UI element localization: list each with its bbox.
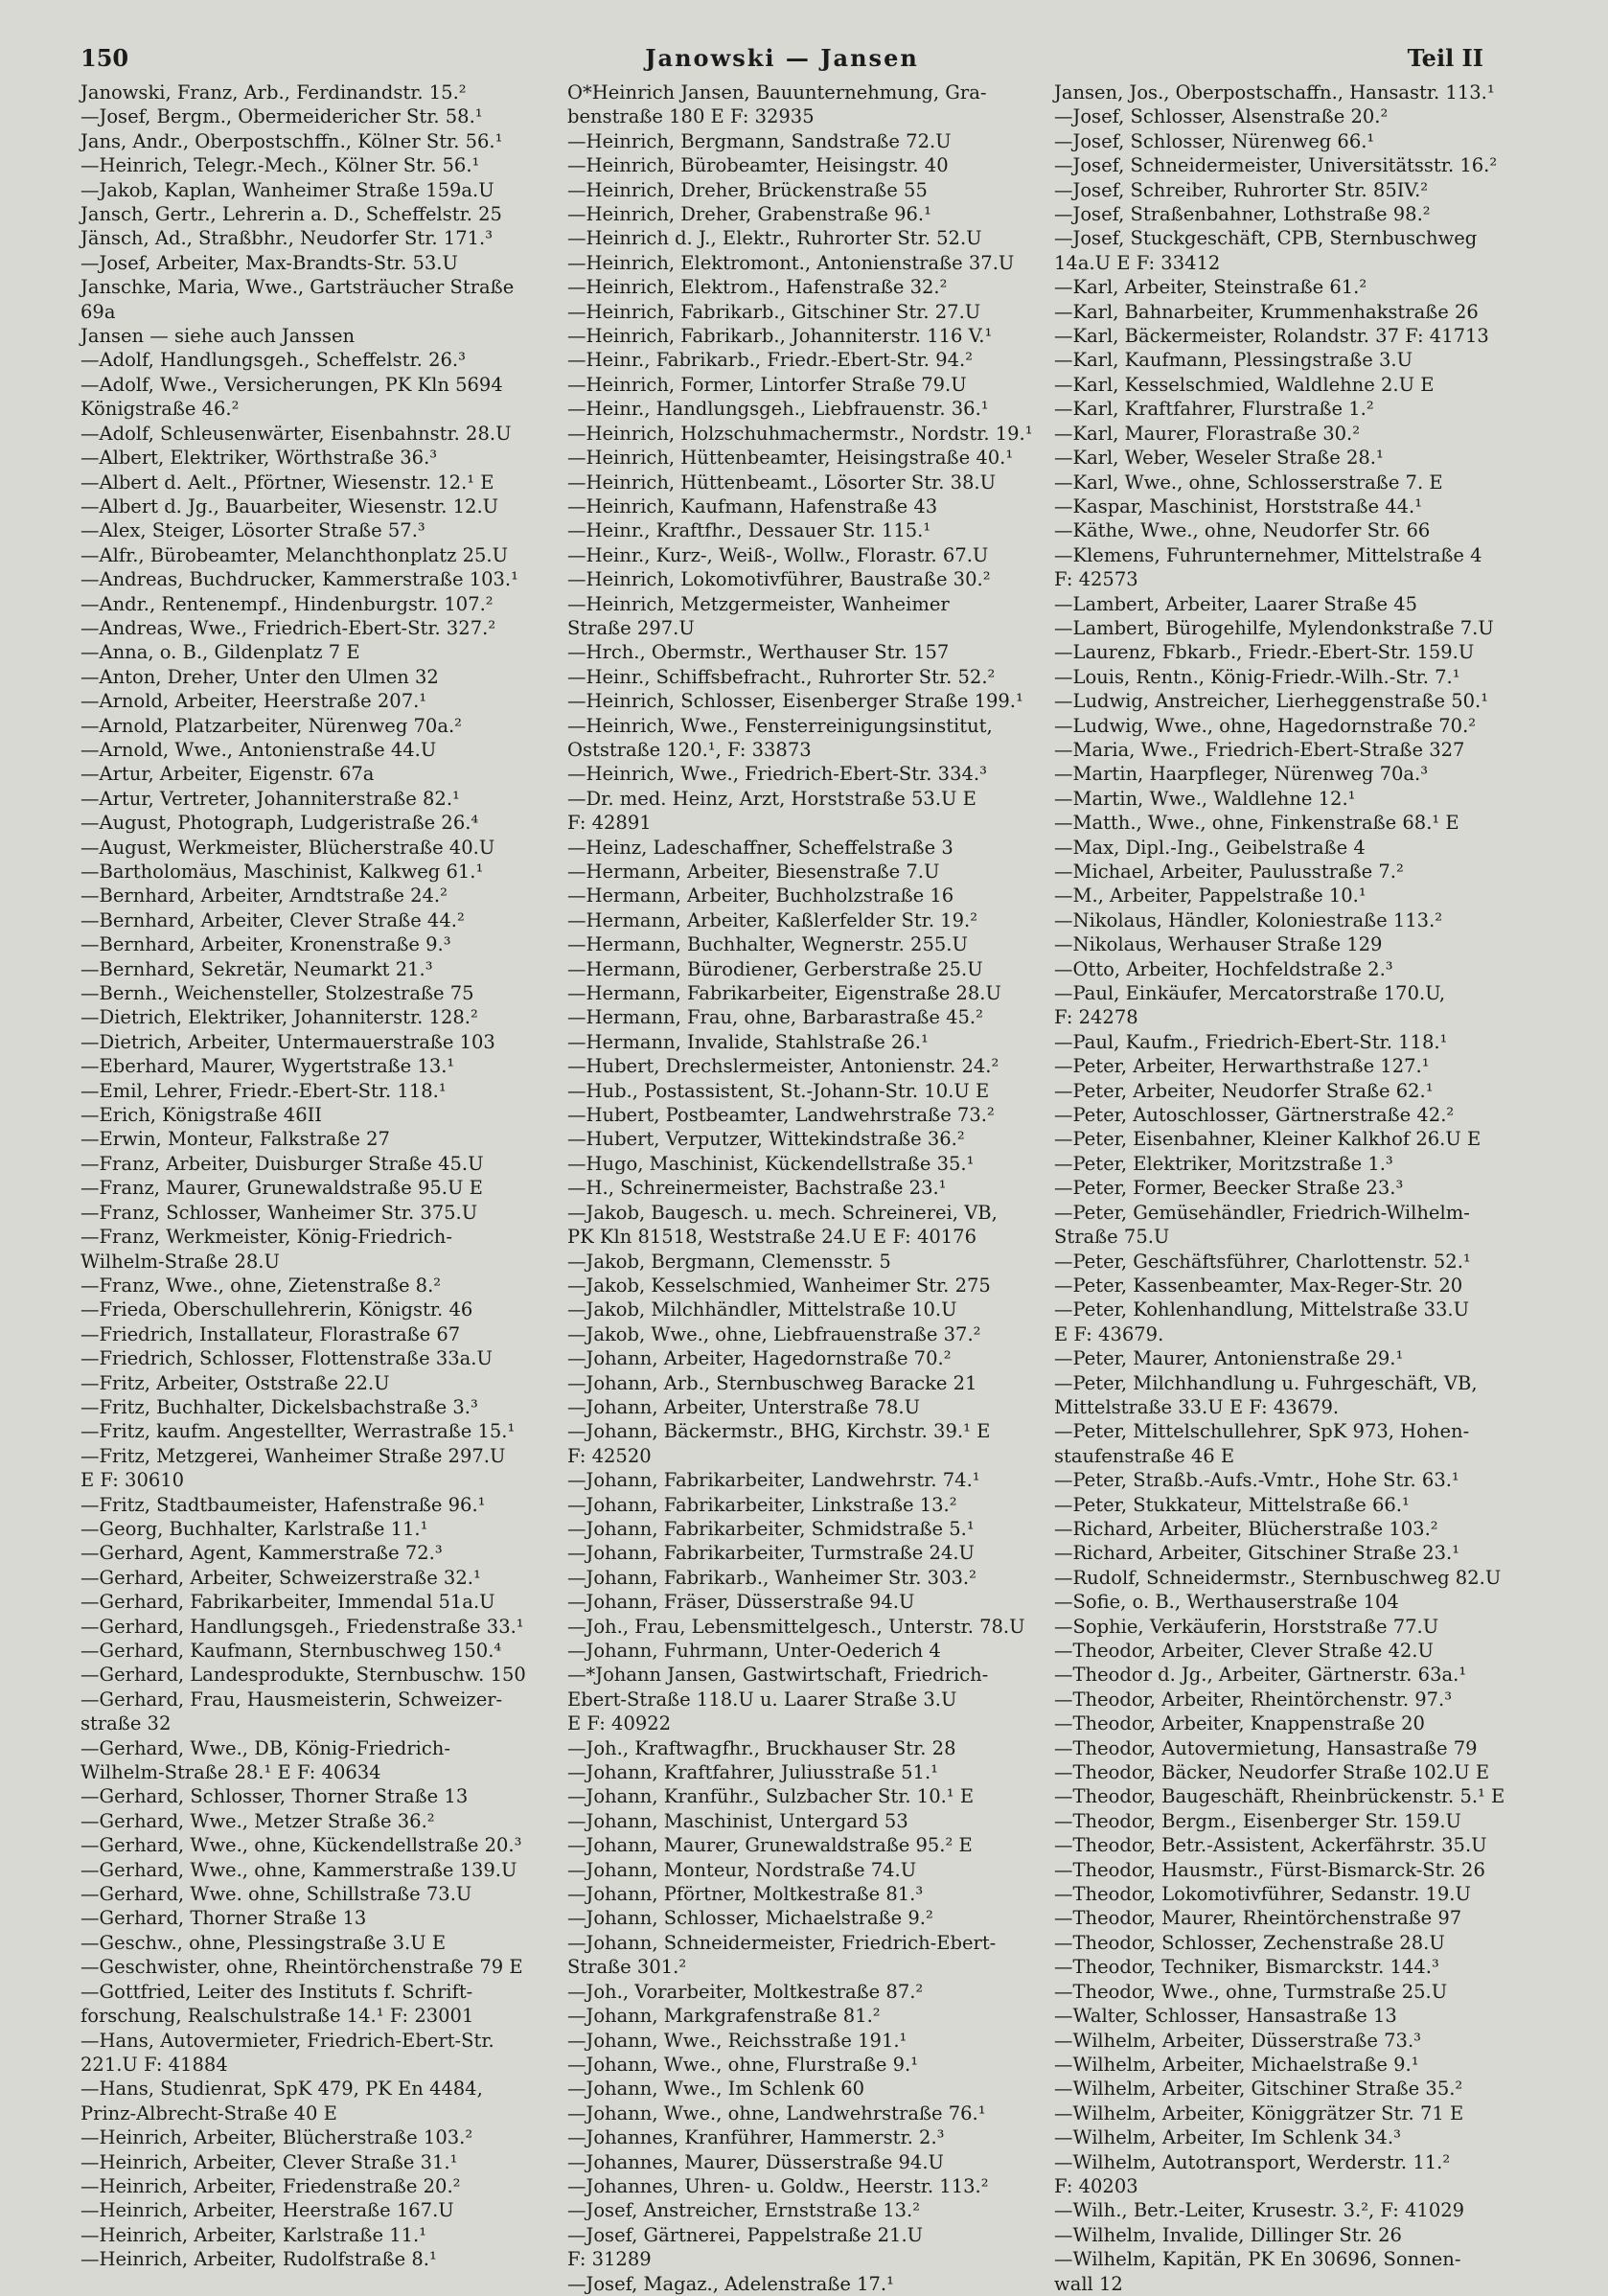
directory-entry-line: —Dietrich, Arbeiter, Untermauerstraße 103 [80, 1030, 495, 1053]
directory-entry-line: —Josef, Gärtnerei, Pappelstraße 21.U [567, 2223, 924, 2246]
directory-entry-line: Mittelstraße 33.U E F: 43679. [1054, 1395, 1340, 1418]
directory-entry-line: —Dr. med. Heinz, Arzt, Horststraße 53.U E [567, 787, 976, 810]
directory-entry-line: —Hubert, Verputzer, Wittekindstraße 36.² [567, 1128, 965, 1151]
directory-entry-line: —Anna, o. B., Gildenplatz 7 E [80, 641, 360, 664]
directory-entry-line: —Karl, Weber, Weseler Straße 28.¹ [1054, 447, 1384, 470]
directory-entry-line: —Ludwig, Anstreicher, Lierheggenstraße 50.¹ [1054, 690, 1489, 713]
directory-entry-line: —Johann, Markgrafenstraße 81.² [567, 2005, 881, 2028]
directory-entry-line: —Hans, Studienrat, SpK 479, PK En 4484, [80, 2078, 483, 2101]
directory-entry-line: —M., Arbeiter, Pappelstraße 10.¹ [1054, 884, 1367, 907]
directory-entry-line: —Karl, Bäckermeister, Rolandstr. 37 F: 41713 [1054, 325, 1489, 348]
directory-entry-line: —Heinrich, Bürobeamter, Heisingstr. 40 [567, 154, 949, 177]
directory-entry-line: —Wilhelm, Autotransport, Werderstr. 11.² [1054, 2150, 1451, 2173]
directory-entry-line: Straße 297.U [567, 616, 695, 639]
directory-entry-line: —Ludwig, Wwe., ohne, Hagedornstraße 70.² [1054, 714, 1477, 737]
directory-entry-line: —Alex, Steiger, Lösorter Straße 57.³ [80, 519, 425, 542]
directory-entry-line: —Hermann, Invalide, Stahlstraße 26.¹ [567, 1030, 929, 1053]
directory-entry-line: —Johann, Fräser, Düsserstraße 94.U [567, 1591, 915, 1614]
directory-entry-line: —Theodor, Schlosser, Zechenstraße 28.U [1054, 1931, 1445, 1954]
directory-entry-line: —Hub., Postassistent, St.-Johann-Str. 10.U E [567, 1079, 990, 1102]
directory-entry-line: —Jakob, Bergmann, Clemensstr. 5 [567, 1250, 891, 1273]
directory-entry-line: —Eberhard, Maurer, Wygertstraße 13.¹ [80, 1055, 455, 1078]
directory-entry-line: —Peter, Elektriker, Moritzstraße 1.³ [1054, 1152, 1393, 1175]
directory-entry-line: —Josef, Anstreicher, Ernststraße 13.² [567, 2199, 921, 2222]
directory-entry-line: —Peter, Arbeiter, Neudorfer Straße 62.¹ [1054, 1079, 1434, 1102]
directory-entry-line: —Johann, Fuhrmann, Unter-Oederich 4 [567, 1640, 941, 1662]
directory-entry-line: —Heinrich, Holzschuhmachermstr., Nordstr. 19.¹ [567, 422, 1033, 445]
directory-entry-line: —Dietrich, Elektriker, Johanniterstr. 128.² [80, 1006, 478, 1029]
directory-entry-line: —Artur, Arbeiter, Eigenstr. 67a [80, 763, 375, 786]
directory-entry-line: —Josef, Schneidermeister, Universitätsstr. 16.² [1054, 154, 1498, 177]
directory-entry-line: —Karl, Kraftfahrer, Flurstraße 1.² [1054, 398, 1374, 421]
directory-entry-line: —Heinr., Schiffsbefracht., Ruhrorter Str. 52.² [567, 665, 996, 688]
directory-entry-line: —Matth., Wwe., ohne, Finkenstraße 68.¹ E [1054, 812, 1459, 835]
directory-entry-line: —Peter, Maurer, Antonienstraße 29.¹ [1054, 1347, 1404, 1370]
directory-entry-line: —Johann, Arb., Sternbuschweg Baracke 21 [567, 1371, 977, 1394]
directory-entry-line: —Theodor d. Jg., Arbeiter, Gärtnerstr. 63a.¹ [1054, 1664, 1467, 1687]
directory-entry-line: —Bernhard, Arbeiter, Arndtstraße 24.² [80, 884, 448, 907]
directory-entry-line: —Sofie, o. B., Werthauserstraße 104 [1054, 1591, 1399, 1614]
directory-entry-line: —Bernhard, Sekretär, Neumarkt 21.³ [80, 957, 433, 980]
directory-entry-line: —Wilhelm, Arbeiter, Im Schlenk 34.³ [1054, 2126, 1401, 2149]
directory-entry-line: —Hubert, Drechslermeister, Antonienstr. 24.² [567, 1055, 999, 1078]
directory-entry-line: —Karl, Arbeiter, Steinstraße 61.² [1054, 276, 1367, 299]
column-1 [80, 80, 565, 2272]
directory-entry-line: —Karl, Kesselschmied, Waldlehne 2.U E [1054, 373, 1435, 396]
directory-entry-line: —Kaspar, Maschinist, Horststraße 44.¹ [1054, 494, 1423, 517]
directory-entry-line: Janschke, Maria, Wwe., Gartsträucher Straße [80, 276, 515, 299]
directory-entry-line: —Johann, Monteur, Nordstraße 74.U [567, 1858, 917, 1881]
directory-entry-line: —Heinrich, Schlosser, Eisenberger Straße 199.¹ [567, 690, 1023, 713]
directory-entry-line: —Fritz, kaufm. Angestellter, Werrastraße 15.¹ [80, 1420, 516, 1443]
directory-entry-line: —Heinrich d. J., Elektr., Ruhrorter Str. 52.U [567, 227, 982, 250]
running-head: Janowski — Jansen [645, 44, 919, 72]
directory-entry-line: —Gottfried, Leiter des Instituts f. Schrift- [80, 1980, 473, 2003]
directory-entry-line: —August, Photograph, Ludgeristraße 26.⁴ [80, 812, 479, 835]
directory-entry-line: Wilhelm-Straße 28.U [80, 1250, 280, 1273]
directory-entry-line: —Heinrich, Arbeiter, Heerstraße 167.U [80, 2199, 454, 2222]
directory-entry-line: —Louis, Rentn., König-Friedr.-Wilh.-Str. 7.¹ [1054, 665, 1460, 688]
directory-entry-line: —Johann, Kranführ., Sulzbacher Str. 10.¹ E [567, 1785, 975, 1808]
directory-entry-line: —Theodor, Maurer, Rheintörchenstraße 97 [1054, 1907, 1462, 1930]
directory-entry-line: —Heinrich, Hüttenbeamt., Lösorter Str. 38.U [567, 471, 997, 494]
directory-entry-line: —Richard, Arbeiter, Gitschiner Straße 23.¹ [1054, 1542, 1460, 1565]
directory-entry-line: —Paul, Kaufm., Friedrich-Ebert-Str. 118.¹ [1054, 1030, 1448, 1053]
directory-entry-line: —Heinrich, Elektrom., Hafenstraße 32.² [567, 276, 948, 299]
directory-entry-line: —Peter, Straßb.-Aufs.-Vmtr., Hohe Str. 63.¹ [1054, 1469, 1459, 1492]
directory-entry-line: —Lambert, Arbeiter, Laarer Straße 45 [1054, 592, 1418, 615]
directory-entry-line: —Erwin, Monteur, Falkstraße 27 [80, 1128, 390, 1151]
directory-entry-line: —Adolf, Schleusenwärter, Eisenbahnstr. 28.U [80, 422, 512, 445]
directory-entry-line: —Heinr., Fabrikarb., Friedr.-Ebert-Str. 94.² [567, 349, 974, 372]
directory-entry-line: —Josef, Schlosser, Alsenstraße 20.² [1054, 105, 1389, 128]
directory-entry-line: —Theodor, Wwe., ohne, Turmstraße 25.U [1054, 1980, 1448, 2003]
directory-entry-line: —Gerhard, Arbeiter, Schweizerstraße 32.¹ [80, 1566, 481, 1589]
directory-entry-line: —Bernhard, Arbeiter, Clever Straße 44.² [80, 908, 465, 931]
directory-entry-line: —Johann, Maschinist, Untergard 53 [567, 1809, 908, 1832]
directory-entry-line: —Josef, Bergm., Obermeidericher Str. 58.¹ [80, 105, 483, 128]
directory-entry-line: —Johannes, Uhren- u. Goldw., Heerstr. 113.² [567, 2174, 989, 2197]
directory-entry-line: —Franz, Wwe., ohne, Zietenstraße 8.² [80, 1274, 442, 1297]
directory-entry-line: —Heinrich, Lokomotivführer, Baustraße 30.² [567, 568, 991, 591]
directory-entry-line: —Heinrich, Arbeiter, Rudolfstraße 8.¹ [80, 2248, 437, 2271]
directory-entry-line: F: 40203 [1054, 2174, 1138, 2197]
directory-entry-line: 69a [80, 300, 116, 323]
directory-entry-line: forschung, Realschulstraße 14.¹ F: 23001 [80, 2005, 474, 2028]
directory-entry-line: —Fritz, Arbeiter, Oststraße 22.U [80, 1371, 390, 1394]
directory-entry-line: —Alfr., Bürobeamter, Melanchthonplatz 25.U [80, 543, 509, 566]
directory-entry-line: —Peter, Former, Beecker Straße 23.³ [1054, 1177, 1404, 1200]
directory-entry-line: —Johann, Schneidermeister, Friedrich-Ebert- [567, 1931, 997, 1954]
directory-entry-line: —August, Werkmeister, Blücherstraße 40.U [80, 836, 495, 859]
directory-entry-line: —Hubert, Postbeamter, Landwehrstraße 73.² [567, 1104, 995, 1127]
directory-entry-line: —Theodor, Hausmstr., Fürst-Bismarck-Str. 26 [1054, 1858, 1485, 1881]
directory-entry-line: —Karl, Wwe., ohne, Schlosserstraße 7. E [1054, 471, 1443, 494]
directory-entry-line: —Heinrich, Kaufmann, Hafenstraße 43 [567, 494, 938, 517]
directory-entry-line: —Nikolaus, Werhauser Straße 129 [1054, 933, 1383, 956]
directory-entry-line: —Artur, Vertreter, Johanniterstraße 82.¹ [80, 787, 460, 810]
directory-entry-line: —Peter, Kohlenhandlung, Mittelstraße 33.U [1054, 1298, 1470, 1321]
directory-entry-line: —Johann, Wwe., ohne, Landwehrstraße 76.¹ [567, 2101, 986, 2124]
directory-entry-line: —Hermann, Arbeiter, Buchholzstraße 16 [567, 884, 954, 907]
directory-entry-line: —Josef, Arbeiter, Max-Brandts-Str. 53.U [80, 251, 458, 274]
directory-entry-line: Straße 301.² [567, 1956, 687, 1979]
directory-entry-line: —Josef, Stuckgeschäft, CPB, Sternbuschweg [1054, 227, 1478, 250]
directory-entry-line: —Anton, Dreher, Unter den Ulmen 32 [80, 665, 439, 688]
directory-entry-line: 14a.U E F: 33412 [1054, 251, 1221, 274]
directory-entry-line: —Josef, Schlosser, Nürenweg 66.¹ [1054, 129, 1375, 152]
directory-entry-line: —Gerhard, Landesprodukte, Sternbuschw. 150 [80, 1664, 526, 1687]
directory-entry-line: —Erich, Königstraße 46II [80, 1104, 323, 1127]
directory-entry-line: F: 31289 [567, 2248, 652, 2271]
directory-entry-line: E F: 40922 [567, 1712, 672, 1735]
directory-entry-line: Ebert-Straße 118.U u. Laarer Straße 3.U [567, 1688, 957, 1711]
column-2 [567, 80, 1052, 2296]
directory-entry-line: O*Heinrich Jansen, Bauunternehmung, Gra- [567, 81, 987, 103]
directory-entry-line: —Andreas, Buchdrucker, Kammerstraße 103.¹ [80, 568, 518, 591]
directory-entry-line: —Wilhelm, Arbeiter, Michaelstraße 9.¹ [1054, 2053, 1419, 2076]
directory-entry-line: —Franz, Maurer, Grunewaldstraße 95.U E [80, 1177, 483, 1200]
directory-entry-line: —Jakob, Kaplan, Wanheimer Straße 159a.U [80, 178, 494, 201]
directory-entry-line: —Gerhard, Wwe., ohne, Kückendellstraße 20.³ [80, 1834, 522, 1857]
directory-entry-line: —Heinr., Handlungsgeh., Liebfrauenstr. 36.¹ [567, 398, 989, 421]
directory-entry-line: benstraße 180 E F: 32935 [567, 105, 815, 128]
directory-entry-line: —Karl, Maurer, Florastraße 30.² [1054, 422, 1361, 445]
directory-entry-line: wall 12 [1054, 2272, 1123, 2295]
directory-entry-line: —Johann, Fabrikarbeiter, Landwehrstr. 74.¹ [567, 1469, 980, 1492]
directory-entry-line: —Theodor, Arbeiter, Knappenstraße 20 [1054, 1712, 1425, 1735]
directory-entry-line: —Albert d. Aelt., Pförtner, Wiesenstr. 12.¹ E [80, 471, 494, 494]
directory-entry-line: —Heinrich, Arbeiter, Karlstraße 11.¹ [80, 2223, 427, 2246]
directory-entry-line: —Johann, Wwe., Im Schlenk 60 [567, 2078, 865, 2101]
directory-entry-line: —Hans, Autovermieter, Friedrich-Ebert-Str. [80, 2029, 494, 2052]
directory-entry-line: —Otto, Arbeiter, Hochfeldstraße 2.³ [1054, 957, 1393, 980]
directory-entry-line: —Joh., Frau, Lebensmittelgesch., Unterstr. 78.U [567, 1615, 1025, 1638]
directory-entry-line: —Theodor, Bergm., Eisenberger Str. 159.U [1054, 1809, 1461, 1832]
directory-entry-line: —Gerhard, Wwe., DB, König-Friedrich- [80, 1736, 450, 1759]
directory-entry-line: —Hermann, Buchhalter, Wegnerstr. 255.U [567, 933, 968, 956]
directory-entry-line: —Bartholomäus, Maschinist, Kalkweg 61.¹ [80, 861, 484, 883]
directory-entry-line: —Gerhard, Handlungsgeh., Friedenstraße 33.¹ [80, 1615, 524, 1638]
directory-entry-line: —Josef, Schreiber, Ruhrorter Str. 85IV.² [1054, 178, 1429, 201]
directory-entry-line: —Fritz, Stadtbaumeister, Hafenstraße 96.¹ [80, 1493, 486, 1516]
directory-entry-line: —Gerhard, Schlosser, Thorner Straße 13 [80, 1785, 469, 1808]
directory-entry-line: Jänsch, Ad., Straßbhr., Neudorfer Str. 171.³ [80, 227, 494, 250]
directory-entry-line: —Arnold, Platzarbeiter, Nürenweg 70a.² [80, 714, 462, 737]
directory-entry-line: —Albert d. Jg., Bauarbeiter, Wiesenstr. 12.U [80, 494, 499, 517]
directory-entry-line: —Josef, Straßenbahner, Lothstraße 98.² [1054, 203, 1431, 226]
directory-entry-line: —Wilh., Betr.-Leiter, Krusestr. 3.², F: 41029 [1054, 2199, 1465, 2222]
directory-entry-line: —*Johann Jansen, Gastwirtschaft, Friedrich- [567, 1664, 989, 1687]
directory-entry-line: —Theodor, Betr.-Assistent, Ackerfährstr. 35.U [1054, 1834, 1487, 1857]
directory-entry-line: —Joh., Kraftwagfhr., Bruckhauser Str. 28 [567, 1736, 956, 1759]
directory-entry-line: —Rudolf, Schneidermstr., Sternbuschweg 82.U [1054, 1566, 1502, 1589]
directory-entry-line: Wilhelm-Straße 28.¹ E F: 40634 [80, 1761, 381, 1784]
directory-entry-line: PK Kln 81518, Weststraße 24.U E F: 40176 [567, 1226, 976, 1249]
directory-entry-line: Jansen, Jos., Oberpostschaffn., Hansastr. 113.¹ [1054, 81, 1495, 103]
directory-entry-line: —Karl, Kaufmann, Plessingstraße 3.U [1054, 349, 1413, 372]
directory-entry-line: —Sophie, Verkäuferin, Horststraße 77.U [1054, 1615, 1439, 1638]
directory-entry-line: —Michael, Arbeiter, Paulusstraße 7.² [1054, 861, 1404, 883]
directory-entry-line: —Andreas, Wwe., Friedrich-Ebert-Str. 327.² [80, 616, 496, 639]
directory-entry-line: —Johann, Bäckermstr., BHG, Kirchstr. 39.¹ E [567, 1420, 991, 1443]
directory-entry-line: —Heinrich, Telegr.-Mech., Kölner Str. 56.¹ [80, 154, 480, 177]
directory-entry-line: —Johann, Arbeiter, Hagedornstraße 70.² [567, 1347, 952, 1370]
directory-entry-line: —Theodor, Autovermietung, Hansastraße 79 [1054, 1736, 1478, 1759]
directory-entry-line: —Friedrich, Schlosser, Flottenstraße 33a.U [80, 1347, 493, 1370]
directory-entry-line: —Peter, Milchhandlung u. Fuhrgeschäft, VB, [1054, 1371, 1478, 1394]
directory-entry-line: —Johannes, Kranführer, Hammerstr. 2.³ [567, 2126, 945, 2149]
directory-entry-line: —Heinr., Kraftfhr., Dessauer Str. 115.¹ [567, 519, 931, 542]
directory-entry-line: —Hermann, Arbeiter, Biesenstraße 7.U [567, 861, 940, 883]
directory-entry-line: —Heinrich, Arbeiter, Friedenstraße 20.² [80, 2174, 461, 2197]
directory-entry-line: —Johann, Fabrikarb., Wanheimer Str. 303.² [567, 1566, 976, 1589]
directory-entry-line: —Theodor, Arbeiter, Clever Straße 42.U [1054, 1640, 1434, 1662]
directory-entry-line: —Jakob, Baugesch. u. mech. Schreinerei, VB, [567, 1201, 998, 1224]
directory-entry-line: —Walter, Schlosser, Hansastraße 13 [1054, 2005, 1397, 2028]
part-label: Teil II [1407, 44, 1483, 72]
directory-entry-line: —Wilhelm, Kapitän, PK En 30696, Sonnen- [1054, 2248, 1461, 2271]
directory-entry-line: —Gerhard, Wwe., Metzer Straße 36.² [80, 1809, 435, 1832]
directory-entry-line: —Hrch., Obermstr., Werthauser Str. 157 [567, 641, 950, 664]
directory-entry-line: —H., Schreinermeister, Bachstraße 23.¹ [567, 1177, 947, 1200]
directory-entry-line: —Hermann, Arbeiter, Kaßlerfelder Str. 19.² [567, 908, 978, 931]
directory-entry-line: Janowski, Franz, Arb., Ferdinandstr. 15.² [80, 81, 467, 103]
directory-entry-line: —Gerhard, Agent, Kammerstraße 72.³ [80, 1542, 443, 1565]
directory-entry-line: —Heinrich, Dreher, Brückenstraße 55 [567, 178, 928, 201]
directory-entry-line: —Johann, Arbeiter, Unterstraße 78.U [567, 1395, 921, 1418]
directory-entry-line: —Wilhelm, Arbeiter, Königgrätzer Str. 71 E [1054, 2101, 1464, 2124]
directory-entry-line: —Heinrich, Arbeiter, Clever Straße 31.¹ [80, 2150, 458, 2173]
directory-entry-line: —Frieda, Oberschullehrerin, Königstr. 46 [80, 1298, 473, 1321]
directory-entry-line: —Franz, Schlosser, Wanheimer Str. 375.U [80, 1201, 478, 1224]
directory-entry-line: —Wilhelm, Arbeiter, Gitschiner Straße 35.² [1054, 2078, 1463, 2101]
directory-entry-line: —Peter, Eisenbahner, Kleiner Kalkhof 26.U E [1054, 1128, 1482, 1151]
directory-entry-line: F: 42573 [1054, 568, 1138, 591]
directory-entry-line: —Gerhard, Wwe., ohne, Kammerstraße 139.U [80, 1858, 517, 1881]
directory-entry-line: —Theodor, Techniker, Bismarckstr. 144.³ [1054, 1956, 1439, 1979]
directory-entry-line: —Hermann, Bürodiener, Gerberstraße 25.U [567, 957, 983, 980]
directory-entry-line: —Johann, Fabrikarbeiter, Linkstraße 13.² [567, 1493, 957, 1516]
directory-entry-line: —Heinrich, Former, Lintorfer Straße 79.U [567, 373, 967, 396]
directory-entry-line: Jansch, Gertr., Lehrerin a. D., Scheffelstr. 25 [80, 203, 502, 226]
directory-entry-line: —Nikolaus, Händler, Koloniestraße 113.² [1054, 908, 1443, 931]
directory-entry-line: —Joh., Vorarbeiter, Moltkestraße 87.² [567, 1980, 924, 2003]
directory-entry-line: —Arnold, Arbeiter, Heerstraße 207.¹ [80, 690, 427, 713]
directory-entry-line: —Bernh., Weichensteller, Stolzestraße 75 [80, 982, 474, 1005]
directory-entry-line: —Adolf, Wwe., Versicherungen, PK Kln 5694 [80, 373, 503, 396]
directory-entry-line: —Hugo, Maschinist, Kückendellstraße 35.¹ [567, 1152, 975, 1175]
directory-entry-line: F: 42891 [567, 812, 652, 835]
directory-entry-line: —Käthe, Wwe., ohne, Neudorfer Str. 66 [1054, 519, 1431, 542]
directory-entry-line: —Peter, Mittelschullehrer, SpK 973, Hohen- [1054, 1420, 1470, 1443]
directory-entry-line: —Heinrich, Wwe., Fensterreinigungsinstitut, [567, 714, 993, 737]
directory-entry-line: Jans, Andr., Oberpostschffn., Kölner Str. 56.¹ [80, 129, 503, 152]
directory-entry-line: —Johann, Fabrikarbeiter, Turmstraße 24.U [567, 1542, 975, 1565]
directory-entry-line: —Wilhelm, Arbeiter, Düsserstraße 73.³ [1054, 2029, 1421, 2052]
directory-entry-line: —Geschwister, ohne, Rheintörchenstraße 79 E [80, 1956, 523, 1979]
directory-entry-line: —Peter, Kassenbeamter, Max-Reger-Str. 20 [1054, 1274, 1463, 1297]
directory-entry-line: —Johann, Schlosser, Michaelstraße 9.² [567, 1907, 933, 1930]
directory-entry-line: —Heinrich, Dreher, Grabenstraße 96.¹ [567, 203, 931, 226]
directory-entry-line: —Johann, Pförtner, Moltkestraße 81.³ [567, 1883, 924, 1906]
page-number: 150 [80, 44, 129, 72]
directory-entry-line: —Gerhard, Frau, Hausmeisterin, Schweizer- [80, 1688, 503, 1711]
directory-entry-line: —Fritz, Buchhalter, Dickelsbachstraße 3.³ [80, 1395, 478, 1418]
directory-entry-line: —Theodor, Lokomotivführer, Sedanstr. 19.U [1054, 1883, 1471, 1906]
directory-entry-line: F: 24278 [1054, 1006, 1138, 1029]
directory-entry-line: —Heinrich, Metzgermeister, Wanheimer [567, 592, 950, 615]
directory-entry-line: —Albert, Elektriker, Wörthstraße 36.³ [80, 447, 438, 470]
directory-entry-line: —Richard, Arbeiter, Blücherstraße 103.² [1054, 1517, 1438, 1540]
directory-entry-line: —Martin, Haarpfleger, Nürenweg 70a.³ [1054, 763, 1429, 786]
page-header [80, 40, 1483, 79]
directory-entry-line: —Heinz, Ladeschaffner, Scheffelstraße 3 [567, 836, 953, 859]
directory-entry-line: —Theodor, Arbeiter, Rheintörchenstr. 97.³ [1054, 1688, 1453, 1711]
directory-entry-line: —Gerhard, Thorner Straße 13 [80, 1907, 367, 1930]
directory-entry-line: —Laurenz, Fbkarb., Friedr.-Ebert-Str. 159.U [1054, 641, 1475, 664]
directory-entry-line: Jansen — siehe auch Janssen [80, 325, 356, 348]
directory-entry-line: F: 42520 [567, 1444, 652, 1467]
directory-entry-line: —Paul, Einkäufer, Mercatorstraße 170.U, [1054, 982, 1446, 1005]
directory-entry-line: —Geschw., ohne, Plessingstraße 3.U E [80, 1931, 447, 1954]
directory-entry-line: —Peter, Stukkateur, Mittelstraße 66.¹ [1054, 1493, 1410, 1516]
directory-entry-line: E F: 30610 [80, 1469, 185, 1492]
directory-entry-line: —Johann, Wwe., Reichsstraße 191.¹ [567, 2029, 907, 2052]
directory-entry-line: —Klemens, Fuhrunternehmer, Mittelstraße 4 [1054, 543, 1482, 566]
directory-entry-line: 221.U F: 41884 [80, 2053, 228, 2076]
directory-entry-line: —Max, Dipl.-Ing., Geibelstraße 4 [1054, 836, 1366, 859]
directory-entry-line: —Heinrich, Bergmann, Sandstraße 72.U [567, 129, 952, 152]
directory-entry-line: —Heinrich, Fabrikarb., Gitschiner Str. 27.U [567, 300, 981, 323]
directory-entry-line: Prinz-Albrecht-Straße 40 E [80, 2101, 337, 2124]
directory-entry-line: —Heinrich, Fabrikarb., Johanniterstr. 116 V.¹ [567, 325, 993, 348]
directory-entry-line: —Arnold, Wwe., Antonienstraße 44.U [80, 738, 437, 761]
directory-entry-line: straße 32 [80, 1712, 172, 1735]
directory-entry-line: —Georg, Buchhalter, Karlstraße 11.¹ [80, 1517, 428, 1540]
column-3 [1054, 80, 1510, 2296]
directory-entry-line: —Johann, Kraftfahrer, Juliusstraße 51.¹ [567, 1761, 938, 1784]
directory-entry-line: —Johann, Fabrikarbeiter, Schmidstraße 5.¹ [567, 1517, 975, 1540]
directory-entry-line: Oststraße 120.¹, F: 33873 [567, 738, 812, 761]
directory-entry-line: —Heinrich, Wwe., Friedrich-Ebert-Str. 334.³ [567, 763, 987, 786]
directory-entry-line: —Friedrich, Installateur, Florastraße 67 [80, 1322, 461, 1345]
directory-entry-line: —Johannes, Maurer, Düsserstraße 94.U [567, 2150, 944, 2173]
directory-entry-line: —Theodor, Baugeschäft, Rheinbrückenstr. 5.¹ E [1054, 1785, 1505, 1808]
directory-entry-line: —Heinrich, Arbeiter, Blücherstraße 103.² [80, 2126, 473, 2149]
directory-entry-line: Königstraße 46.² [80, 398, 240, 421]
directory-entry-line: —Jakob, Wwe., ohne, Liebfrauenstraße 37.² [567, 1322, 981, 1345]
directory-entry-line: —Peter, Autoschlosser, Gärtnerstraße 42.² [1054, 1104, 1455, 1127]
directory-entry-line: —Wilhelm, Invalide, Dillinger Str. 26 [1054, 2223, 1402, 2246]
directory-entry-line: —Jakob, Kesselschmied, Wanheimer Str. 275 [567, 1274, 991, 1297]
directory-entry-line: —Heinrich, Elektromont., Antonienstraße 37.U [567, 251, 1015, 274]
directory-entry-line: —Franz, Arbeiter, Duisburger Straße 45.U [80, 1152, 484, 1175]
directory-entry-line: —Johann, Maurer, Grunewaldstraße 95.² E [567, 1834, 973, 1857]
directory-entry-line: —Johann, Wwe., ohne, Flurstraße 9.¹ [567, 2053, 919, 2076]
directory-entry-line: Straße 75.U [1054, 1226, 1170, 1249]
directory-entry-line: —Theodor, Bäcker, Neudorfer Straße 102.U E [1054, 1761, 1490, 1784]
directory-entry-line: —Gerhard, Kaufmann, Sternbuschweg 150.⁴ [80, 1640, 502, 1662]
directory-entry-line: —Jakob, Milchhändler, Mittelstraße 10.U [567, 1298, 957, 1321]
directory-entry-line: —Josef, Magaz., Adelenstraße 17.¹ [567, 2272, 894, 2295]
directory-entry-line: —Hermann, Fabrikarbeiter, Eigenstraße 28.U [567, 982, 1001, 1005]
directory-entry-line: —Heinrich, Hüttenbeamter, Heisingstraße 40.¹ [567, 447, 1014, 470]
directory-entry-line: —Emil, Lehrer, Friedr.-Ebert-Str. 118.¹ [80, 1079, 447, 1102]
directory-entry-line: —Gerhard, Fabrikarbeiter, Immendal 51a.U [80, 1591, 495, 1614]
directory-entry-line: E F: 43679. [1054, 1322, 1164, 1345]
directory-entry-line: —Fritz, Metzgerei, Wanheimer Straße 297.U [80, 1444, 506, 1467]
directory-entry-line: —Heinr., Kurz-, Weiß-, Wollw., Florastr. 67.U [567, 543, 989, 566]
directory-entry-line: —Franz, Werkmeister, König-Friedrich- [80, 1226, 452, 1249]
directory-entry-line: —Karl, Bahnarbeiter, Krummenhakstraße 26 [1054, 300, 1479, 323]
directory-entry-line: —Peter, Geschäftsführer, Charlottenstr. 52.¹ [1054, 1250, 1471, 1273]
directory-entry-line: —Lambert, Bürogehilfe, Mylendonkstraße 7.U [1054, 616, 1494, 639]
directory-entry-line: —Peter, Arbeiter, Herwarthstraße 127.¹ [1054, 1055, 1430, 1078]
directory-entry-line: staufenstraße 46 E [1054, 1444, 1235, 1467]
directory-entry-line: —Bernhard, Arbeiter, Kronenstraße 9.³ [80, 933, 451, 956]
directory-entry-line: —Gerhard, Wwe. ohne, Schillstraße 73.U [80, 1883, 472, 1906]
directory-entry-line: —Peter, Gemüsehändler, Friedrich-Wilhelm- [1054, 1201, 1470, 1224]
directory-entry-line: —Maria, Wwe., Friedrich-Ebert-Straße 327 [1054, 738, 1465, 761]
directory-entry-line: —Andr., Rentenempf., Hindenburgstr. 107.² [80, 592, 494, 615]
directory-entry-line: —Martin, Wwe., Waldlehne 12.¹ [1054, 787, 1356, 810]
directory-entry-line: —Adolf, Handlungsgeh., Scheffelstr. 26.³ [80, 349, 466, 372]
directory-entry-line: —Hermann, Frau, ohne, Barbarastraße 45.² [567, 1006, 983, 1029]
